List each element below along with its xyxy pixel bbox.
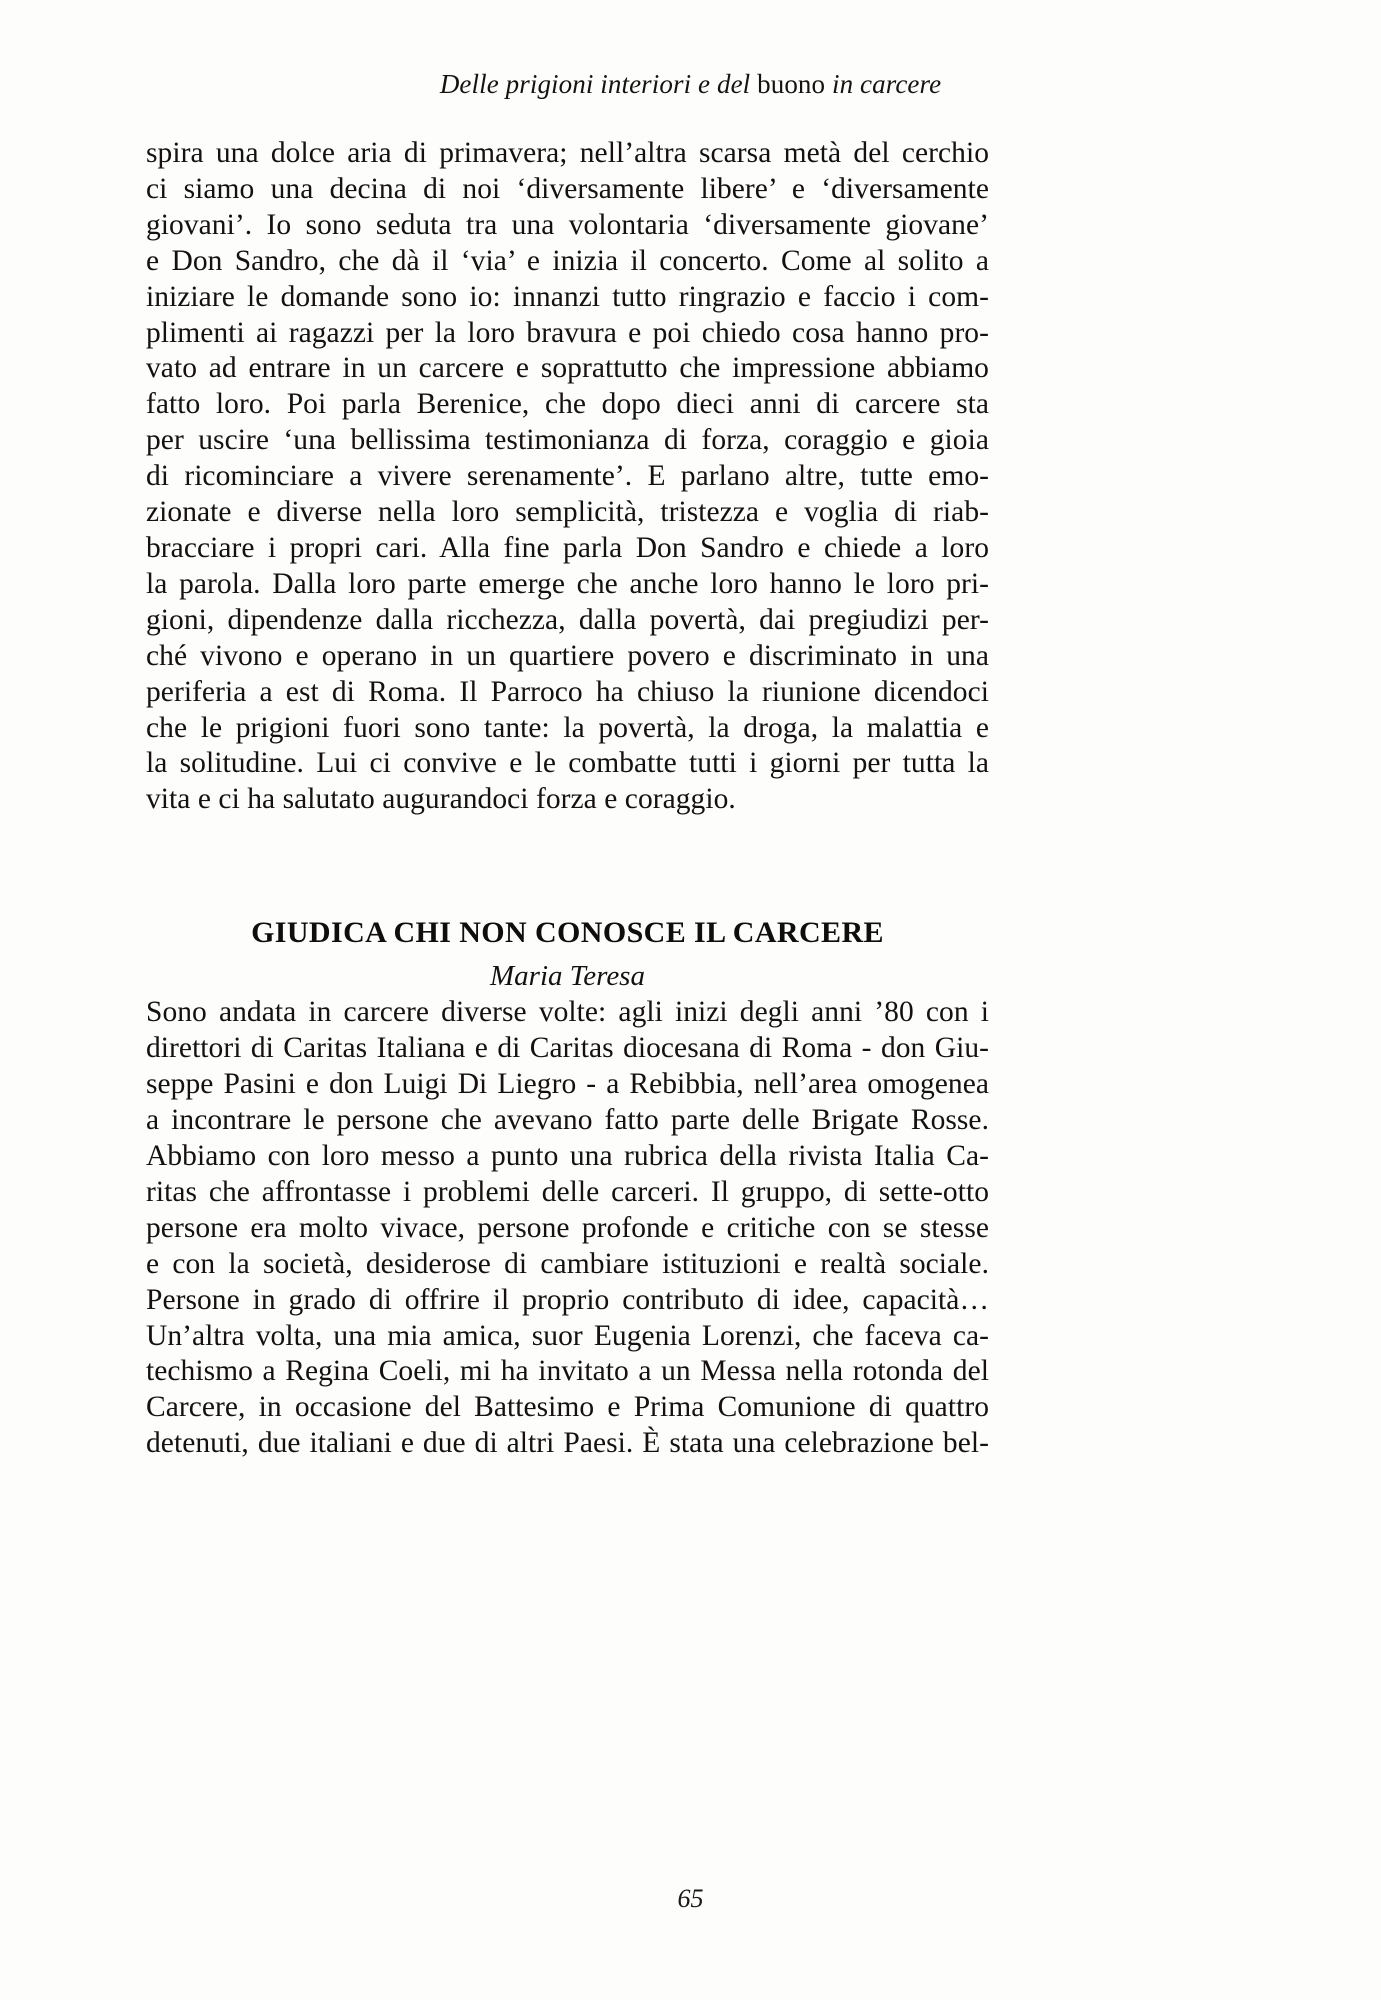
text-line: bracciare i propri cari. Alla fine parla Don Sandro e chiede a loro [146,531,989,564]
text-line: che le prigioni fuori sono tante: la povertà, la droga, la malattia e [146,711,989,744]
text-line: seppe Pasini e don Luigi Di Liegro - a Rebibbia, nell’area omogenea [146,1068,989,1101]
text-line: per uscire ‘una bellissima testimonianza di forza, coraggio e gioia [146,424,989,457]
text-column [146,136,989,1462]
running-head-part-3: in carcere [831,69,942,99]
text-line: ritas che affrontasse i problemi delle carceri. Il gruppo, di sette-otto [146,1175,989,1208]
text-line: Persone in grado di offrire il proprio contributo di idee, capacità… [146,1283,989,1316]
text-line: Carcere, in occasione del Battesimo e Prima Comunione di quattro [146,1391,989,1424]
text-line: detenuti, due italiani e due di altri Paesi. È stata una celebrazione bel- [146,1427,989,1460]
running-head [0,68,1381,100]
paragraph-one [146,136,989,818]
text-line: zionate e diverse nella loro semplicità, tristezza e voglia di riab- [146,496,989,529]
text-line: iniziare le domande sono io: innanzi tutto ringrazio e faccio i com- [146,280,989,313]
text-line: di ricominciare a vivere serenamente’. E parlano altre, tutte emo- [146,460,989,493]
text-line: gioni, dipendenze dalla ricchezza, dalla povertà, dai pregiudizi per- [146,603,989,636]
text-line: ché vivono e operano in un quartiere povero e discriminato in una [146,639,989,672]
section-title: GIUDICA CHI NON CONOSCE IL CARCERE [251,916,884,950]
page-number: 65 [677,1884,704,1913]
text-line: fatto loro. Poi parla Berenice, che dopo dieci anni di carcere sta [146,388,989,421]
text-line: plimenti ai ragazzi per la loro bravura e poi chiedo cosa hanno pro- [146,316,989,349]
text-line: la solitudine. Lui ci convive e le combatte tutti i giorni per tutta la [146,747,989,780]
text-line: vita e ci ha salutato augurandoci forza e coraggio. [146,783,736,816]
text-line: spira una dolce aria di primavera; nell’altra scarsa metà del cerchio [146,137,989,169]
text-line: a incontrare le persone che avevano fatto parte delle Brigate Rosse. [146,1104,989,1137]
text-line: vato ad entrare in un carcere e soprattutto che impressione abbiamo [146,352,989,385]
section-heading-block [146,914,989,995]
text-line: ci siamo una decina di noi ‘diversamente libere’ e ‘diversamente [146,172,989,205]
text-line: e con la società, desiderose di cambiare istituzioni e realtà sociale. [146,1247,989,1280]
text-line: Sono andata in carcere diverse volte: agli inizi degli anni ’80 con i [146,996,989,1029]
paragraph-two [146,995,989,1462]
text-line: Abbiamo con loro messo a punto una rubrica della rivista Italia Ca- [146,1140,989,1173]
text-line: e Don Sandro, che dà il ‘via’ e inizia il concerto. Come al solito a [146,244,989,277]
text-line: Un’altra volta, una mia amica, suor Eugenia Lorenzi, che faceva ca- [146,1319,989,1352]
text-line: techismo a Regina Coeli, mi ha invitato a un Messa nella rotonda del [146,1355,989,1388]
text-line: giovani’. Io sono seduta tra una volontaria ‘diversamente giovane’ [146,208,989,241]
text-line: persone era molto vivace, persone profonde e critiche con se stesse [146,1211,989,1244]
text-line: periferia a est di Roma. Il Parroco ha chiuso la riunione dicendoci [146,675,989,708]
running-head-part-1: Delle prigioni interiori e del [439,69,751,99]
text-line: la parola. Dalla loro parte emerge che anche loro hanno le loro pri- [146,567,989,600]
section-byline: Maria Teresa [490,959,645,992]
running-head-part-2: buono [750,69,832,99]
text-line: direttori di Caritas Italiana e di Caritas diocesana di Roma - don Giu- [146,1032,989,1065]
